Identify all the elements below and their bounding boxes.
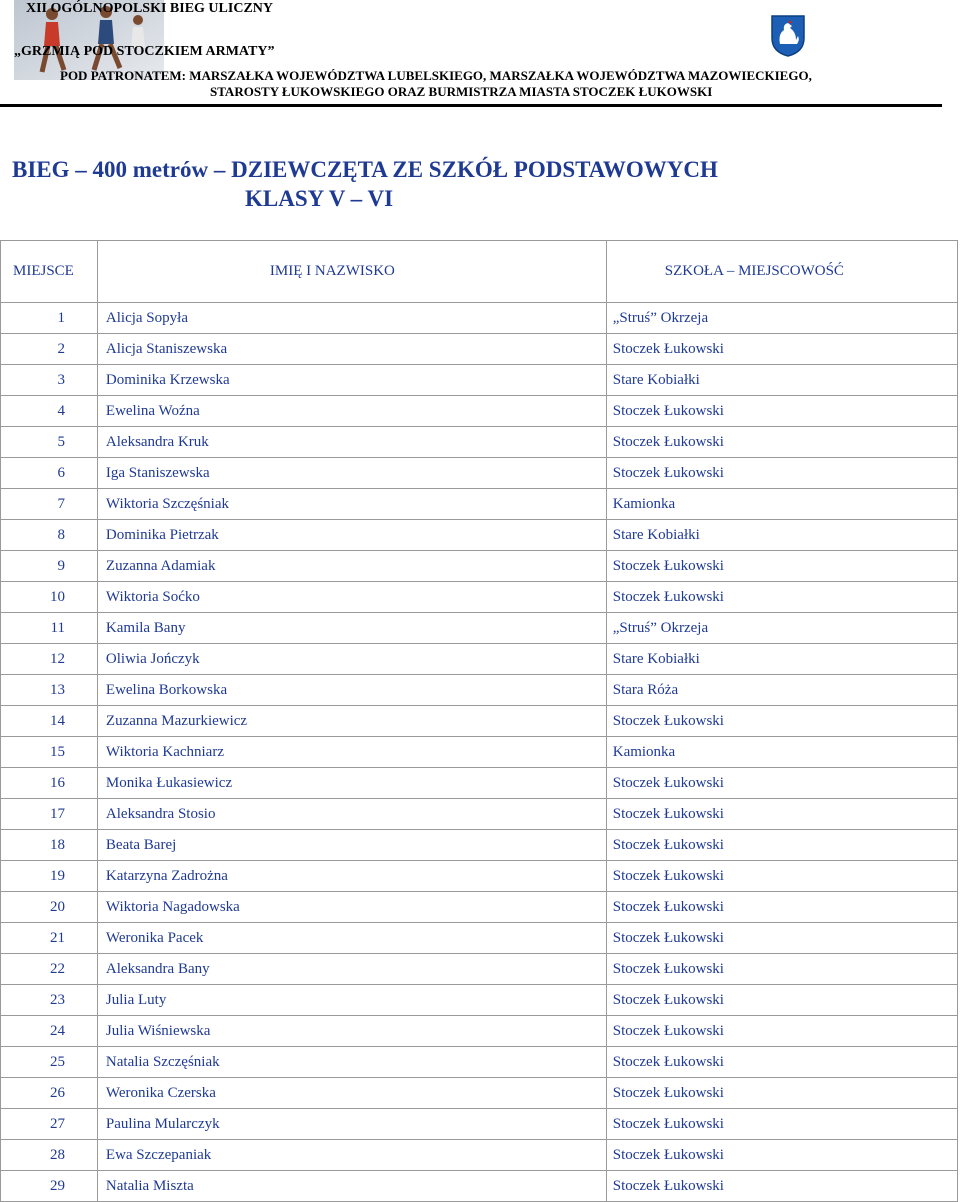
table-row [1, 923, 958, 954]
place-number: 18 [50, 836, 65, 853]
place-cell [1, 892, 98, 923]
results-table [0, 240, 958, 1202]
athlete-name: Wiktoria Soćko [97, 582, 606, 613]
place-cell [1, 861, 98, 892]
table-row [1, 1047, 958, 1078]
school-location: Stoczek Łukowski [606, 923, 957, 954]
table-header-row [1, 241, 958, 303]
school-location: Stoczek Łukowski [606, 830, 957, 861]
place-cell [1, 334, 98, 365]
place-number: 20 [50, 898, 65, 915]
table-row [1, 551, 958, 582]
place-number: 11 [50, 619, 65, 636]
place-cell [1, 644, 98, 675]
place-cell [1, 1140, 98, 1171]
table-row [1, 644, 958, 675]
place-number: 21 [50, 929, 65, 946]
place-cell [1, 737, 98, 768]
column-header-name: IMIĘ I NAZWISKO [97, 241, 606, 303]
table-row [1, 1140, 958, 1171]
place-number: 7 [57, 495, 65, 512]
place-cell [1, 1171, 98, 1202]
athlete-name: Dominika Krzewska [97, 365, 606, 396]
athlete-name: Weronika Pacek [97, 923, 606, 954]
table-row [1, 303, 958, 334]
table-row [1, 892, 958, 923]
place-number: 5 [57, 433, 65, 450]
table-row [1, 520, 958, 551]
place-number: 22 [50, 960, 65, 977]
athlete-name: Weronika Czerska [97, 1078, 606, 1109]
place-number: 23 [50, 991, 65, 1008]
athlete-name: Zuzanna Adamiak [97, 551, 606, 582]
school-location: Kamionka [606, 737, 957, 768]
place-cell [1, 675, 98, 706]
place-number: 19 [50, 867, 65, 884]
athlete-name: Katarzyna Zadrożna [97, 861, 606, 892]
school-location: Stoczek Łukowski [606, 861, 957, 892]
athlete-name: Aleksandra Stosio [97, 799, 606, 830]
table-row [1, 706, 958, 737]
school-location: Stoczek Łukowski [606, 1016, 957, 1047]
table-row [1, 1016, 958, 1047]
table-row [1, 396, 958, 427]
place-number: 6 [57, 464, 65, 481]
event-slogan: „GRZMIĄ POD STOCZKIEM ARMATY” [14, 44, 275, 59]
school-location: Stoczek Łukowski [606, 551, 957, 582]
athlete-name: Wiktoria Kachniarz [97, 737, 606, 768]
results-body [1, 303, 958, 1202]
table-row [1, 427, 958, 458]
page-title [12, 155, 942, 213]
athlete-name: Ewelina Woźna [97, 396, 606, 427]
document-header [0, 0, 960, 110]
school-location: „Struś” Okrzeja [606, 303, 957, 334]
athlete-name: Wiktoria Szczęśniak [97, 489, 606, 520]
place-number: 26 [50, 1084, 65, 1101]
school-location: Stoczek Łukowski [606, 706, 957, 737]
place-cell [1, 768, 98, 799]
school-location: Stoczek Łukowski [606, 1109, 957, 1140]
table-row [1, 799, 958, 830]
place-cell [1, 1109, 98, 1140]
event-title: XII OGÓLNOPOLSKI BIEG ULICZNY [26, 1, 273, 16]
place-number: 10 [50, 588, 65, 605]
athlete-name: Wiktoria Nagadowska [97, 892, 606, 923]
place-cell [1, 365, 98, 396]
athlete-name: Dominika Pietrzak [97, 520, 606, 551]
table-row [1, 365, 958, 396]
school-location: Stare Kobiałki [606, 365, 957, 396]
place-number: 3 [57, 371, 65, 388]
school-location: Kamionka [606, 489, 957, 520]
place-number: 25 [50, 1053, 65, 1070]
table-row [1, 985, 958, 1016]
table-row [1, 334, 958, 365]
place-cell [1, 551, 98, 582]
athlete-name: Julia Luty [97, 985, 606, 1016]
athlete-name: Monika Łukasiewicz [97, 768, 606, 799]
table-row [1, 613, 958, 644]
school-location: Stara Róża [606, 675, 957, 706]
place-cell [1, 923, 98, 954]
place-cell [1, 396, 98, 427]
school-location: Stoczek Łukowski [606, 892, 957, 923]
place-cell [1, 489, 98, 520]
school-location: Stoczek Łukowski [606, 396, 957, 427]
table-row [1, 489, 958, 520]
place-number: 29 [50, 1177, 65, 1194]
place-number: 27 [50, 1115, 65, 1132]
place-number: 28 [50, 1146, 65, 1163]
athlete-name: Natalia Szczęśniak [97, 1047, 606, 1078]
athlete-name: Ewelina Borkowska [97, 675, 606, 706]
table-row [1, 737, 958, 768]
school-location: Stoczek Łukowski [606, 799, 957, 830]
table-row [1, 458, 958, 489]
place-number: 17 [50, 805, 65, 822]
place-cell [1, 613, 98, 644]
title-line-1: BIEG – 400 metrów – DZIEWCZĘTA ZE SZKÓŁ PODSTAWOWYCH [12, 157, 718, 182]
school-location: Stare Kobiałki [606, 644, 957, 675]
school-location: Stare Kobiałki [606, 520, 957, 551]
place-number: 24 [50, 1022, 65, 1039]
athlete-name: Ewa Szczepaniak [97, 1140, 606, 1171]
place-cell [1, 1016, 98, 1047]
athlete-name: Paulina Mularczyk [97, 1109, 606, 1140]
place-cell [1, 427, 98, 458]
athlete-name: Iga Staniszewska [97, 458, 606, 489]
school-location: Stoczek Łukowski [606, 582, 957, 613]
table-row [1, 1078, 958, 1109]
table-row [1, 582, 958, 613]
place-cell [1, 799, 98, 830]
school-location: Stoczek Łukowski [606, 458, 957, 489]
place-cell [1, 458, 98, 489]
athlete-name: Beata Barej [97, 830, 606, 861]
place-cell [1, 1047, 98, 1078]
place-cell [1, 706, 98, 737]
column-header-place: MIEJSCE [1, 241, 98, 303]
school-location: Stoczek Łukowski [606, 1078, 957, 1109]
athlete-name: Alicja Staniszewska [97, 334, 606, 365]
school-location: Stoczek Łukowski [606, 985, 957, 1016]
place-cell [1, 582, 98, 613]
place-number: 13 [50, 681, 65, 698]
school-location: Stoczek Łukowski [606, 1171, 957, 1202]
place-cell [1, 1078, 98, 1109]
table-row [1, 830, 958, 861]
place-number: 15 [50, 743, 65, 760]
athlete-name: Oliwia Jończyk [97, 644, 606, 675]
athlete-name: Julia Wiśniewska [97, 1016, 606, 1047]
table-row [1, 1109, 958, 1140]
school-location: „Struś” Okrzeja [606, 613, 957, 644]
patronage-line-1: POD PATRONATEM: MARSZAŁKA WOJEWÓDZTWA LUBELSKIEGO, MARSZAŁKA WOJEWÓDZTWA MAZOWIECKIEGO, [60, 68, 812, 83]
table-row [1, 768, 958, 799]
school-location: Stoczek Łukowski [606, 1047, 957, 1078]
athlete-name: Kamila Bany [97, 613, 606, 644]
place-number: 12 [50, 650, 65, 667]
place-number: 1 [57, 309, 65, 326]
title-line-2: KLASY V – VI [245, 186, 394, 211]
school-location: Stoczek Łukowski [606, 954, 957, 985]
place-number: 2 [57, 340, 65, 357]
place-number: 4 [57, 402, 65, 419]
place-number: 16 [50, 774, 65, 791]
place-cell [1, 954, 98, 985]
header-divider [0, 104, 942, 107]
place-number: 14 [50, 712, 65, 729]
athlete-name: Zuzanna Mazurkiewicz [97, 706, 606, 737]
place-cell [1, 985, 98, 1016]
place-number: 9 [57, 557, 65, 574]
school-location: Stoczek Łukowski [606, 768, 957, 799]
athlete-name: Aleksandra Kruk [97, 427, 606, 458]
athlete-name: Aleksandra Bany [97, 954, 606, 985]
table-row [1, 675, 958, 706]
place-cell [1, 830, 98, 861]
place-cell [1, 303, 98, 334]
table-row [1, 861, 958, 892]
athlete-name: Alicja Sopyła [97, 303, 606, 334]
table-row [1, 954, 958, 985]
school-location: Stoczek Łukowski [606, 427, 957, 458]
school-location: Stoczek Łukowski [606, 334, 957, 365]
place-number: 8 [57, 526, 65, 543]
school-location: Stoczek Łukowski [606, 1140, 957, 1171]
coat-of-arms-icon [770, 14, 806, 58]
table-row [1, 1171, 958, 1202]
place-cell [1, 520, 98, 551]
athlete-name: Natalia Miszta [97, 1171, 606, 1202]
patronage-line-2: STAROSTY ŁUKOWSKIEGO ORAZ BURMISTRZA MIASTA STOCZEK ŁUKOWSKI [210, 84, 713, 99]
column-header-school: SZKOŁA – MIEJSCOWOŚĆ [606, 241, 957, 303]
